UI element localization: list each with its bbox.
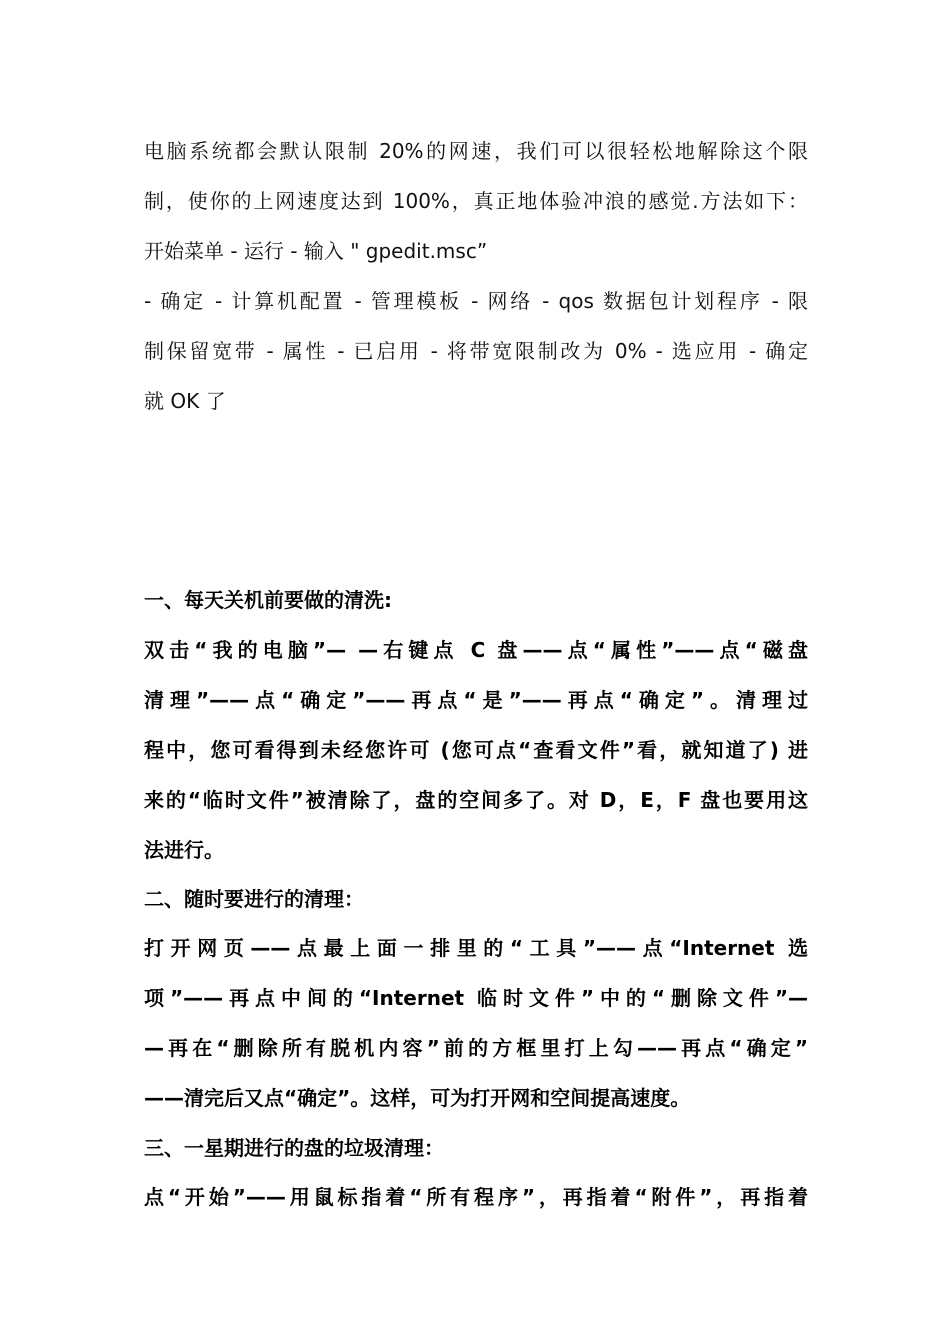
section-line: —再在“删除所有脱机内容”前的方框里打上勾——再点“确定” bbox=[144, 1036, 808, 1060]
intro-line-2: 制，使你的上网速度达到 100%，真正地体验冲浪的感觉.方法如下： bbox=[144, 189, 808, 213]
section-line: 清理”——点“确定”——再点“是”——再点“确定”。清理过 bbox=[144, 688, 808, 712]
intro-line-3: 开始菜单 - 运行 - 输入 " gpedit.msc” bbox=[144, 239, 488, 263]
section-line: ——清完后又点“确定”。这样，可为打开网和空间提高速度。 bbox=[144, 1086, 691, 1110]
intro-line-6: 就 OK 了 bbox=[144, 389, 226, 413]
section-heading-1: 一、每天关机前要做的清洗: bbox=[144, 588, 392, 612]
intro-line-4: - 确定 - 计算机配置 - 管理模板 - 网络 - qos 数据包计划程序 - 限 bbox=[144, 289, 808, 313]
section-line: 项”——再点中间的“Internet 临时文件”中的“删除文件”— bbox=[144, 986, 808, 1010]
intro-line-1: 电脑系统都会默认限制 20%的网速，我们可以很轻松地解除这个限 bbox=[144, 139, 808, 163]
section-heading-3: 三、一星期进行的盘的垃圾清理： bbox=[144, 1136, 444, 1160]
section-line: 双击“我的电脑”— —右键点 C 盘——点“属性”——点“磁盘 bbox=[144, 638, 808, 662]
section-line: 打开网页——点最上面一排里的“工具”——点“Internet 选 bbox=[144, 936, 808, 960]
section-line: 点“开始”——用鼠标指着“所有程序”，再指着“附件”，再指着 bbox=[144, 1185, 808, 1209]
section-line: 法进行。 bbox=[144, 838, 224, 862]
section-line: 来的“临时文件”被清除了，盘的空间多了。对 D，E，F 盘也要用这 bbox=[144, 788, 808, 812]
section-heading-2: 二、随时要进行的清理： bbox=[144, 887, 364, 911]
intro-line-5: 制保留宽带 - 属性 - 已启用 - 将带宽限制改为 0% - 选应用 - 确定 bbox=[144, 339, 808, 363]
section-line: 程中，您可看得到未经您许可 (您可点“查看文件”看，就知道了) 进 bbox=[144, 738, 808, 762]
